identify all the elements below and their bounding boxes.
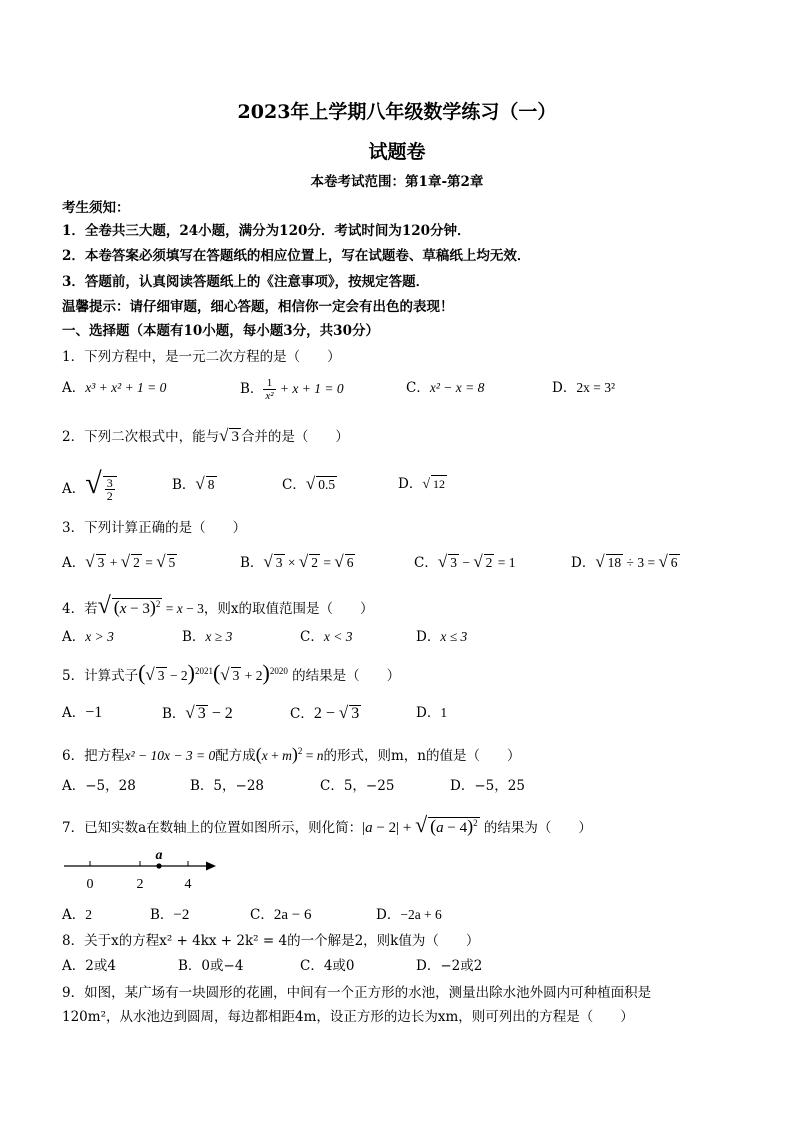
notice-item-2: 2．本卷答案必须填写在答题纸的相应位置上，写在试题卷、草稿纸上均无效． — [62, 248, 531, 264]
q2-option-b: B．√ 8 — [172, 474, 215, 493]
q7-option-b: B．−2 — [150, 907, 190, 923]
number-line-diagram — [60, 846, 230, 894]
q4-option-b: B．x ≥ 3 — [182, 629, 233, 645]
q6-option-a: A．−5，28 — [62, 778, 136, 794]
number-line-arrow — [206, 862, 216, 871]
notice-tip: 温馨提示：请仔细审题，细心答题，相信你一定会有出色的表现！ — [62, 299, 454, 315]
q5-option-a: A．−1 — [62, 704, 103, 721]
notice-heading: 考生须知： — [62, 200, 130, 216]
q5-option-d: D．1 — [416, 705, 448, 721]
q1-stem: 1．下列方程中，是一元二次方程的是（ ） — [62, 349, 341, 365]
q1-option-a: A．x³ + x² + 1 = 0 — [62, 380, 167, 396]
notice-item-1: 1．全卷共三大题，24小题，满分为120分．考试时间为120分钟． — [62, 223, 471, 239]
point-a-label: a — [155, 848, 163, 863]
q1-option-d: D．2x = 3² — [552, 380, 615, 396]
q7-option-c: C．2a − 6 — [250, 907, 312, 923]
q5-option-c: C．2 − √ 3 — [290, 703, 360, 722]
q3-option-b: B．√ 3 × √ 2 = √ 6 — [240, 552, 354, 571]
q3-stem: 3．下列计算正确的是（ ） — [62, 520, 247, 536]
q6-option-d: D．−5，25 — [450, 778, 525, 794]
exam-subtitle: 试题卷 — [368, 141, 426, 163]
q6-stem: 6．把方程x² − 10x − 3 = 0配方成$(x + m)^2 = n$的形式，则m，n的值是（ ） — [62, 744, 521, 764]
point-a — [156, 863, 161, 868]
q3-option-a: A．√ 3 + √ 2 = √ 5 — [62, 552, 176, 571]
section-1-heading: 一、选择题（本题有10小题，每小题3分，共30分） — [62, 323, 379, 339]
q3-option-d: D．√ 18 ÷ 3 = √ 6 — [571, 552, 678, 571]
q2-option-a: A．√ $\frac{3}{2}$ — [62, 462, 117, 511]
q4-option-a: A．x > 3 — [62, 629, 114, 645]
q4-option-d: D．x ≤ 3 — [416, 629, 468, 645]
q6-option-b: B．5，−28 — [190, 778, 264, 794]
q5-stem: 5．计算式子(√ 3 − 2)$^{2021}$(√ 3 + 2)$^{2020}$ 的结果是（ ） — [62, 660, 401, 685]
q1-option-b: B． $\frac{1}{\text{x²}}$ + x + 1 = 0 — [240, 377, 344, 402]
q1-option-c: C．x² − x = 8 — [406, 380, 485, 396]
exam-scope: 本卷考试范围：第1章-第2章 — [310, 174, 484, 190]
q6-option-c: C．5，−25 — [320, 778, 395, 794]
q7-option-d: D．−2a + 6 — [376, 907, 442, 923]
q2-stem: 2．下列二次根式中，能与√ 3 合并的是（ ） — [62, 426, 349, 445]
q3-option-c: C．√ 3 − √ 2 = 1 — [414, 552, 516, 571]
q8-option-d: D．−2或2 — [416, 958, 483, 974]
q2-option-d: D．√ 12 — [398, 476, 446, 492]
q2-option-c: C．√ 0.5 — [282, 474, 336, 493]
q8-stem: 8．关于x的方程x² + 4kx + 2k² = 4的一个解是2，则k值为（ ） — [62, 933, 480, 949]
q9-line-1: 9．如图，某广场有一块圆形的花圃，中间有一个正方形的水池，测量出除水池外圆内可种植面积是 — [62, 985, 652, 1001]
tick-label-2: 2 — [136, 877, 144, 892]
exam-title: 2023年上学期八年级数学练习（一） — [237, 101, 557, 123]
q8-option-b: B．0或−4 — [178, 958, 244, 974]
q5-option-b: B．√ 3 − 2 — [162, 703, 233, 722]
q7-stem: 7．已知实数a在数轴上的位置如图所示，则化简：|a − 2| + √ $(a - 4)^2$ 的结果为（ ） — [62, 812, 592, 837]
q8-option-c: C．4或0 — [300, 958, 355, 974]
q8-option-a: A．2或4 — [62, 958, 116, 974]
q9-line-2: 120m²，从水池边到圆周，每边都相距4m，设正方形的边长为xm，则可列出的方程是（ ） — [62, 1009, 634, 1025]
q7-option-a: A．2 — [62, 907, 92, 923]
notice-item-3: 3．答题前，认真阅读答题纸上的《注意事项》，按规定答题． — [62, 274, 430, 290]
tick-label-0: 0 — [86, 877, 94, 892]
tick-label-4: 4 — [184, 877, 192, 892]
q4-stem: 4．若√ $(x - 3)^2 = x - 3$，则x的取值范围是（ ） — [62, 593, 374, 619]
q4-option-c: C．x < 3 — [300, 629, 353, 645]
